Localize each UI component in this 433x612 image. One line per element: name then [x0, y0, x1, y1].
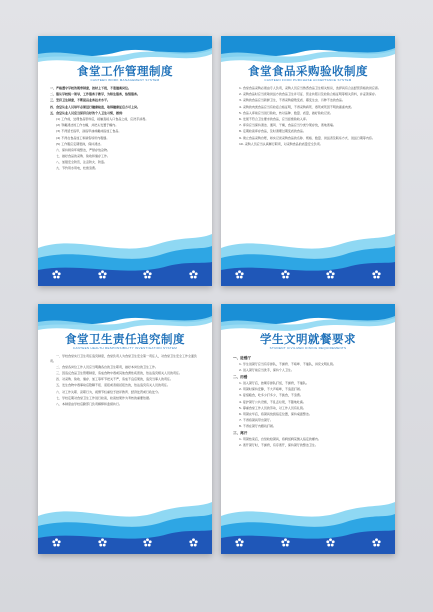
poster-header	[221, 64, 395, 83]
poster-subtitle: CANTEEN FOOD PURCHASE ACCEPTANCE SYSTEM	[264, 78, 352, 82]
rule-paragraph: 4. 采购的肉类食品应当有检疫合格证明，不得采购病死、毒死或死因不明的畜禽肉类。	[239, 104, 354, 109]
rule-paragraph: 五、发生食物中毒事故后隐瞒不报、谎报或者拖延报告的，依法追究有关人员的责任。	[56, 383, 171, 388]
rule-paragraph: 8. 不得在餐厅内嬉戏打闹。	[239, 424, 276, 429]
rule-paragraph: 三、坚持卫生制度，不断提高业务技术水平。	[50, 98, 111, 103]
rule-paragraph: 七、学校定期对食堂卫生工作进行检查，检查结果作为考核的重要依据。	[56, 395, 153, 400]
rule-paragraph: 9. 建立食品采购台账，如实记录采购食品的名称、规格、数量、供货者及联系方式、进货日期等内容。	[239, 135, 375, 140]
rule-paragraph: (2) 穿戴清洁的工作衣帽，并把头发置于帽内。	[56, 123, 119, 128]
section-heading: 一、进餐厅	[233, 356, 251, 360]
poster-food-purchase-acceptance	[221, 36, 395, 286]
rule-paragraph: 六、保持厨房环境整洁，严禁存放杂物。	[56, 147, 111, 152]
rule-paragraph: 1. 进入餐厅后，按顺序排队打饭，不拥挤，不插队。	[239, 380, 309, 385]
flower-icon	[98, 270, 107, 279]
rule-paragraph: 2. 采购食品时应当索取供货方的食品卫生许可证、营业执照以及检验合格证明等相关资料，并妥善保存。	[239, 92, 378, 97]
poster-header	[38, 64, 212, 83]
flower-icon	[326, 538, 335, 547]
rule-paragraph: 四、对采购、验收、储存、加工等环节把关不严，造成不良后果的，追究当事人的责任。	[56, 377, 174, 382]
rule-paragraph: 一、严格遵守学校的规章制度，按时上下班，不准擅离岗位。	[50, 86, 132, 90]
poster-canteen-work-management	[38, 36, 212, 286]
flower-icon	[235, 270, 244, 279]
poster-body	[233, 86, 383, 234]
rule-paragraph: 八、加强安全防范，注意防火、防盗。	[56, 160, 108, 165]
flower-row	[221, 538, 395, 548]
flower-row	[38, 270, 212, 280]
flower-icon	[189, 538, 198, 547]
rule-paragraph: 九、节约用水用电，杜绝浪费。	[56, 166, 99, 171]
poster-title: 学生文明就餐要求	[260, 332, 356, 346]
rule-paragraph: 5. 食品入库前应当进行验收，核对品种、数量、质量，做好验收记录。	[239, 110, 333, 115]
poster-header	[38, 332, 212, 351]
rule-paragraph: 5. 尊重食堂工作人员的劳动，对工作人员有礼貌。	[239, 405, 306, 410]
rule-paragraph: 3. 采购的食品应当新鲜卫生，不得采购腐败变质、霉变生虫、污秽不洁的食品。	[239, 98, 345, 103]
rule-paragraph: 4. 爱护餐厅公共设施，不乱丢垃圾，不随地吐痰。	[239, 399, 306, 404]
flower-icon	[52, 538, 61, 547]
rule-paragraph: 八、本制度由学校后勤部门负责解释和监督执行。	[56, 401, 123, 406]
poster-body	[233, 354, 383, 502]
rule-paragraph: 三、因违反食品卫生管理制度，造成食物中毒或其他食源性疾患的，依法追究相关人员的责任。	[56, 370, 183, 375]
flower-icon	[143, 538, 152, 547]
rule-paragraph: 2. 用餐时保持安静，不大声喧哗，不追逐打闹。	[239, 387, 303, 392]
rule-paragraph: 10. 采购人员应当认真履行职责，对采购食品的质量安全负责。	[239, 141, 323, 146]
poster-body	[50, 86, 200, 234]
rule-paragraph: 3. 爱惜粮食，吃多少打多少，不挑食，不浪费。	[239, 393, 303, 398]
poster-title: 食堂工作管理制度	[77, 64, 173, 78]
flower-icon	[143, 270, 152, 279]
rule-paragraph: 1. 食堂食品采购必须由专人负责，采购人员应当熟悉食品卫生相关知识，选择具有合法经营资格的供应商。	[239, 86, 381, 90]
poster-subtitle: CANTEEN WORK MANAGEMENT SYSTEM	[90, 78, 160, 82]
flower-icon	[326, 270, 335, 279]
rule-paragraph: 六、对工作失职、渎职行为，视情节轻重给予批评教育、经济处罚或行政处分。	[56, 389, 162, 394]
flower-icon	[52, 270, 61, 279]
rule-paragraph: 7. 库房应当保持清洁、通风、干燥，食品应当分类分架存放，离地离墙。	[239, 123, 336, 128]
poster-title: 食堂卫生责任追究制度	[65, 332, 185, 346]
rule-paragraph: 五、食堂从业人员应当保持良好的个人卫生习惯，做到：	[50, 110, 126, 115]
poster-subtitle: CANTEEN HEALTH RESPONSIBILITY INVESTIGATION SYSTEM	[72, 346, 178, 350]
rule-paragraph: (3) 不得留长指甲，涂指甲油或戴戒指加工食品。	[56, 129, 122, 134]
rule-paragraph: 6. 发现不符合卫生要求的食品，应当拒绝验收入库。	[239, 116, 309, 121]
rule-paragraph: 8. 定期检查库存食品，及时清理过期变质的食品。	[239, 129, 306, 134]
rule-paragraph: 四、食堂从业人员每年必须进行健康检查，取得健康证后方可上岗。	[50, 104, 141, 109]
rule-paragraph: 2. 进入餐厅前应当洗手，保持个人卫生。	[239, 368, 294, 373]
flower-icon	[189, 270, 198, 279]
flower-icon	[372, 538, 381, 547]
rule-paragraph: 7. 不得将餐具带出餐厅。	[239, 418, 273, 423]
poster-subtitle: STUDENT CIVILIZED DINING REQUIREMENTS	[269, 346, 347, 350]
rule-paragraph: (4) 不得在食品加工和销售场所内吸烟。	[56, 135, 110, 140]
flower-row	[38, 538, 212, 548]
rule-paragraph: 七、做好食品的采购、验收和储存工作。	[56, 154, 111, 159]
section-heading: 三、离开	[233, 430, 248, 435]
rule-paragraph: (5) 工作服应定期更换，保持清洁。	[56, 141, 104, 146]
flower-icon	[281, 538, 290, 547]
rule-paragraph: 2. 离开餐厅时，不拥挤，有序离开，保持餐厅的整洁卫生。	[239, 443, 318, 448]
flower-icon	[372, 270, 381, 279]
flower-icon	[98, 538, 107, 547]
flower-icon	[235, 538, 244, 547]
rule-paragraph: 1. 用餐结束后，自觉收拾餐具，将剩饭剩菜倒入指定的桶内。	[239, 436, 321, 441]
section-heading: 二、用餐	[233, 374, 248, 379]
poster-health-responsibility	[38, 304, 212, 554]
poster-student-dining-requirements	[221, 304, 395, 554]
rule-paragraph: (1) 工作前，处理食品原料后，接触直接入口食品之前，应洗手消毒。	[56, 116, 149, 121]
flower-row	[221, 270, 395, 280]
flower-icon	[281, 270, 290, 279]
poster-title: 食堂食品采购验收制度	[248, 64, 368, 78]
poster-header	[221, 332, 395, 351]
rule-paragraph: 6. 用餐完毕后，将餐具放到指定位置，保持桌面整洁。	[239, 411, 312, 416]
poster-body	[50, 354, 200, 502]
rule-paragraph: 一、学校食堂实行卫生责任追究制度，食堂负责人为食堂卫生安全第一责任人，对食堂卫生安全工作全面负责。	[50, 354, 198, 363]
rule-paragraph: 二、食堂各岗位工作人员应当明确各自的卫生职责，做好本岗位的卫生工作。	[56, 364, 159, 369]
rule-paragraph: 二、服从学校统一领导，工作服务于教学，为师生服务，热情服务。	[50, 92, 141, 97]
rule-paragraph: 1. 学生进餐厅应当有序排队，不拥挤、不喧哗、不插队，讲究文明礼貌。	[239, 362, 336, 367]
